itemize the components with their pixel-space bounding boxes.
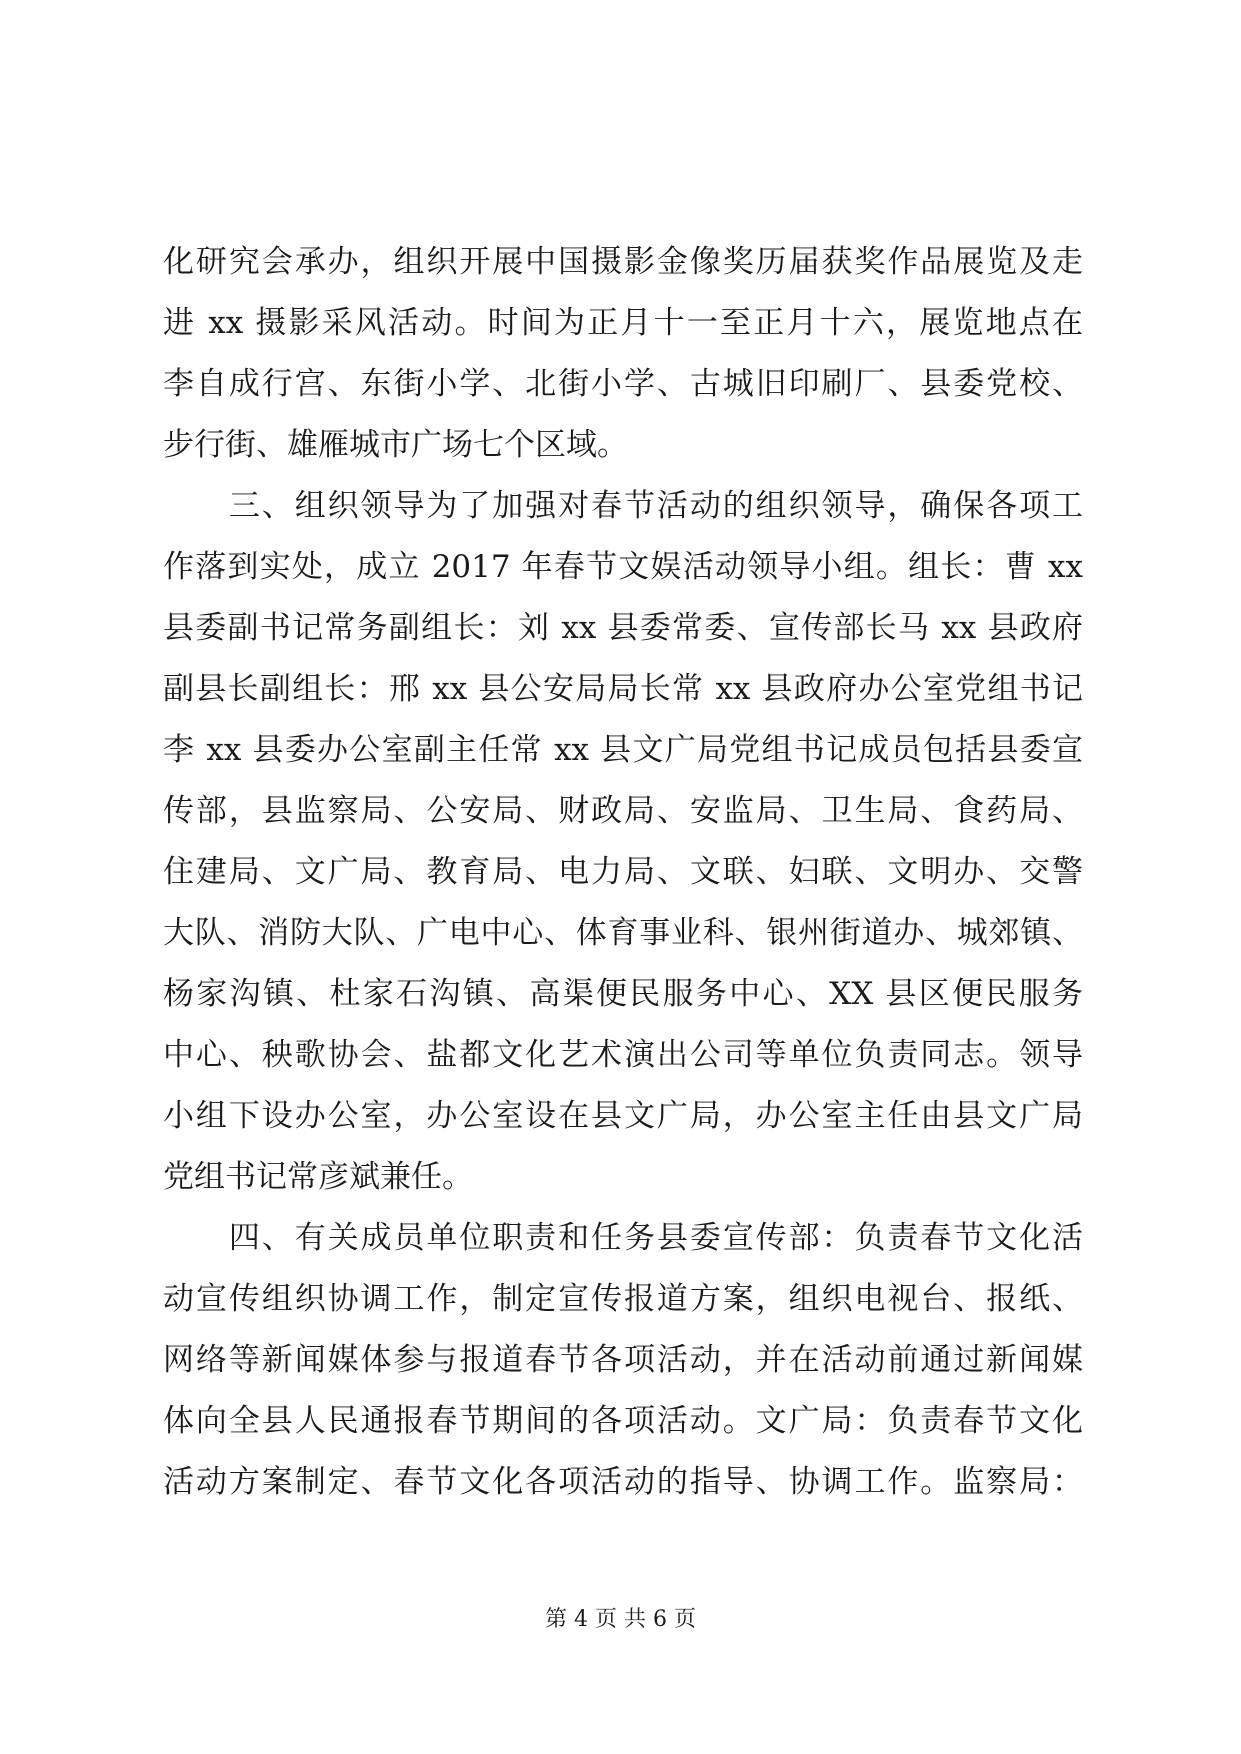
- text-line: 小组下设办公室，办公室设在县文广局，办公室主任由县文广局: [163, 1098, 1083, 1134]
- text-line: 动宣传组织协调工作，制定宣传报道方案，组织电视台、报纸、: [163, 1281, 1083, 1317]
- text-line: 三、组织领导为了加强对春节活动的组织领导，确保各项工: [163, 488, 1083, 524]
- text-line: 四、有关成员单位职责和任务县委宣传部：负责春节文化活: [163, 1220, 1083, 1256]
- text-line: 李 xx 县委办公室副主任常 xx 县文广局党组书记成员包括县委宣: [163, 732, 1083, 768]
- text-line: 作落到实处，成立 2017 年春节文娱活动领导小组。组长：曹 xx: [163, 549, 1083, 585]
- text-line: 党组书记常彦斌兼任。: [163, 1159, 473, 1195]
- text-line: 杨家沟镇、杜家石沟镇、高渠便民服务中心、XX 县区便民服务: [163, 976, 1083, 1012]
- page-footer: [0, 1605, 1241, 1635]
- text-line: 副县长副组长：邢 xx 县公安局局长常 xx 县政府办公室党组书记: [163, 671, 1083, 707]
- text-line: 中心、秧歌协会、盐都文化艺术演出公司等单位负责同志。领导: [163, 1037, 1083, 1073]
- text-line: 体向全县人民通报春节期间的各项活动。文广局：负责春节文化: [163, 1403, 1083, 1439]
- text-line: 李自成行宫、东街小学、北街小学、古城旧印刷厂、县委党校、: [163, 366, 1083, 402]
- text-line: 传部，县监察局、公安局、财政局、安监局、卫生局、食药局、: [163, 793, 1083, 829]
- text-line: 大队、消防大队、广电中心、体育事业科、银州街道办、城郊镇、: [163, 915, 1083, 951]
- text-line: 化研究会承办，组织开展中国摄影金像奖历届获奖作品展览及走: [163, 244, 1083, 280]
- page-number: 第 4 页 共 6 页: [545, 1607, 696, 1632]
- body-text: [163, 232, 1083, 1513]
- text-line: 步行街、雄雁城市广场七个区域。: [163, 427, 628, 463]
- text-line: 县委副书记常务副组长：刘 xx 县委常委、宣传部长马 xx 县政府: [163, 610, 1083, 646]
- text-line: 住建局、文广局、教育局、电力局、文联、妇联、文明办、交警: [163, 854, 1083, 890]
- text-line: 进 xx 摄影采风活动。时间为正月十一至正月十六，展览地点在: [163, 305, 1083, 341]
- text-line: 活动方案制定、春节文化各项活动的指导、协调工作。监察局：: [163, 1464, 1083, 1500]
- text-line: 网络等新闻媒体参与报道春节各项活动，并在活动前通过新闻媒: [163, 1342, 1083, 1378]
